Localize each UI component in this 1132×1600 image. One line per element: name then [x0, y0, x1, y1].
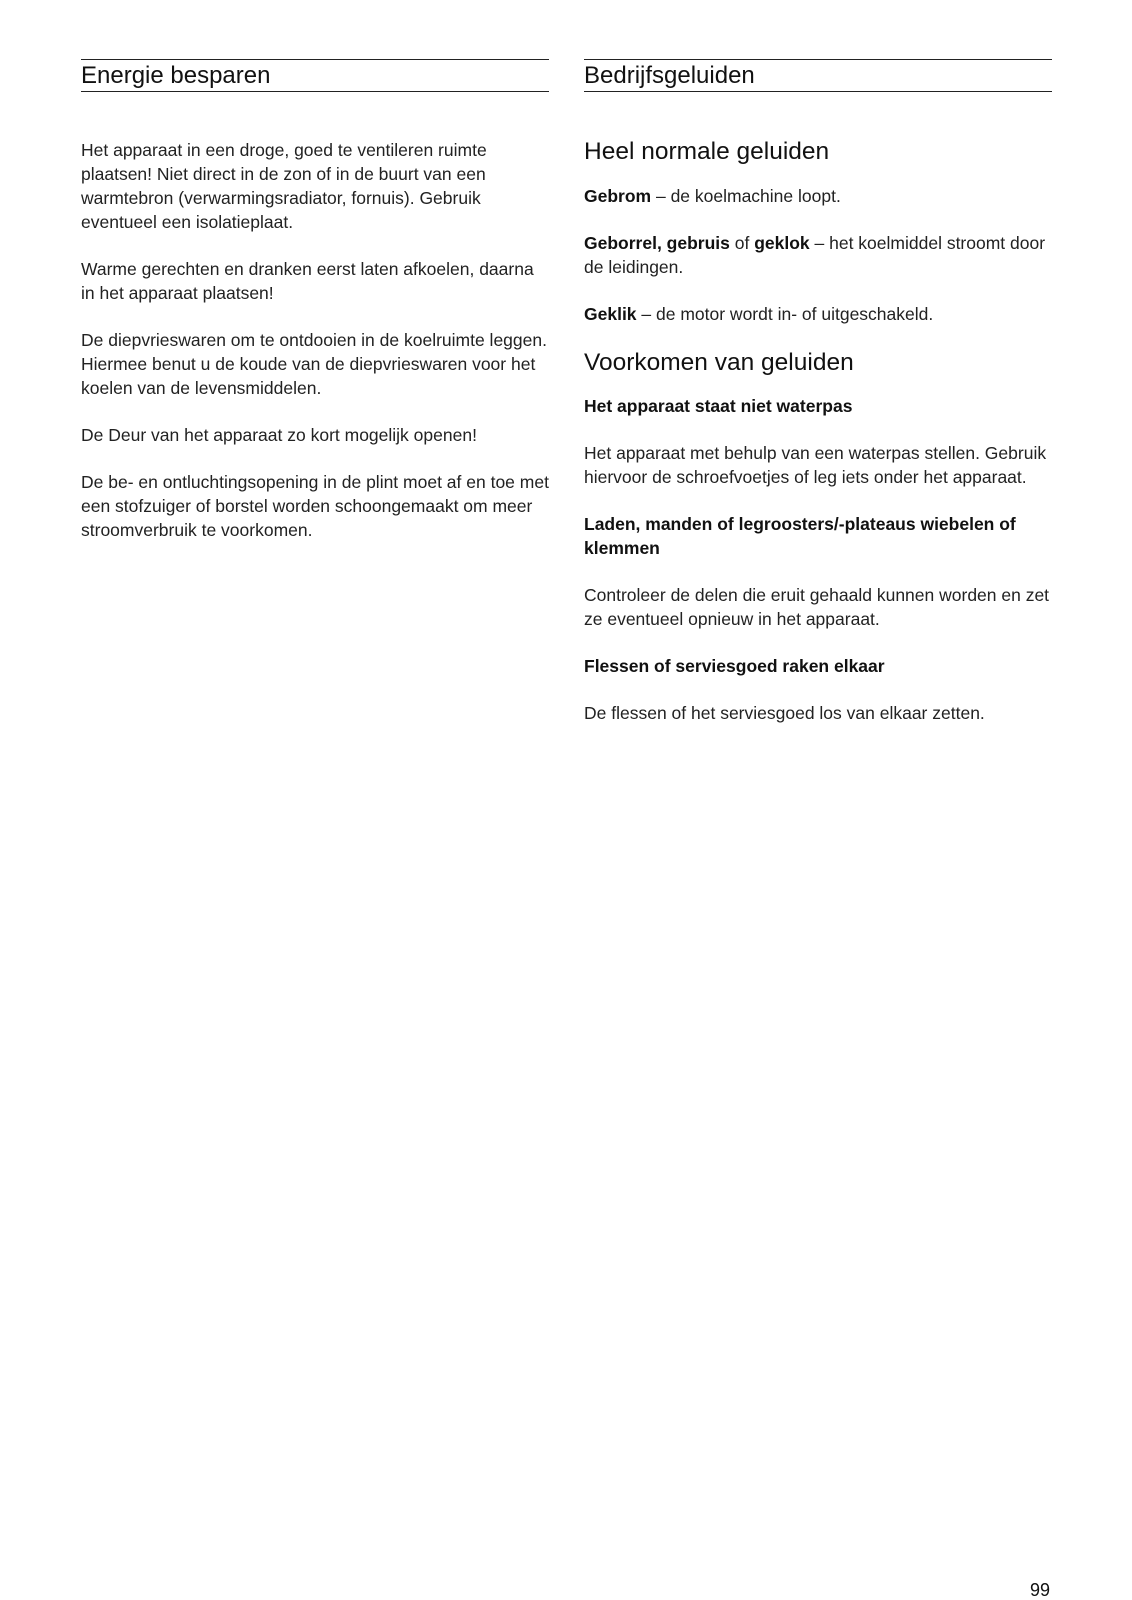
sound-keyword: Geborrel, gebruis — [584, 233, 730, 253]
energy-saving-body — [81, 138, 549, 542]
sound-keyword: geklok — [754, 233, 810, 253]
problem-solution: Controleer de delen die eruit gehaald kunnen worden en zet ze eventueel opnieuw in het apparaat. — [584, 585, 1050, 629]
prevent-noises-heading: Voorkomen van geluiden — [584, 349, 854, 376]
sound-description: – de koelmachine loopt. — [651, 186, 841, 206]
sound-connector: of — [729, 233, 755, 253]
operating-noises-section — [584, 59, 1052, 748]
problem-heading: Flessen of serviesgoed raken elkaar — [584, 656, 885, 676]
page-number: 99 — [1030, 1580, 1051, 1600]
energy-paragraph: De diepvrieswaren om te ontdooien in de koelruimte leggen. Hiermee benut u de koude van de diepvrieswaren voor het koelen van de levensmiddelen. — [81, 330, 547, 398]
problem-solution: De flessen of het serviesgoed los van elkaar zetten. — [584, 703, 985, 723]
energy-paragraph: Warme gerechten en dranken eerst laten afkoelen, daarna in het apparaat plaatsen! — [81, 259, 534, 303]
sound-description: – het koelmiddel stroomt door de leidingen. — [584, 233, 1046, 277]
sound-keyword: Geklik — [584, 304, 637, 324]
sound-item — [584, 184, 1052, 208]
energy-paragraph: Het apparaat in een droge, goed te ventileren ruimte plaatsen! Niet direct in de zon of in de buurt van een warmtebron (verwarmingsradiator, fornuis). Gebruik eventueel een isolatieplaat. — [81, 140, 487, 232]
sound-item — [584, 302, 1052, 326]
problem-solution: Het apparaat met behulp van een waterpas stellen. Gebruik hiervoor de schroefvoetjes of leg iets onder het apparaat. — [584, 443, 1047, 487]
energy-saving-title: Energie besparen — [81, 59, 549, 92]
energy-paragraph: De be- en ontluchtingsopening in de plint moet af en toe met een stofzuiger of borstel worden schoongemaakt om meer stroomverbruik te voorkomen. — [81, 472, 549, 540]
energy-saving-section — [81, 59, 549, 565]
problem-heading: Het apparaat staat niet waterpas — [584, 396, 853, 416]
sound-description: – de motor wordt in- of uitgeschakeld. — [636, 304, 934, 324]
problem-heading: Laden, manden of legroosters/-plateaus wiebelen of klemmen — [584, 514, 1016, 558]
energy-paragraph: De Deur van het apparaat zo kort mogelijk openen! — [81, 425, 477, 445]
normal-noises-heading: Heel normale geluiden — [584, 138, 830, 165]
operating-noises-title: Bedrijfsgeluiden — [584, 59, 1052, 92]
sound-keyword: Gebrom — [584, 186, 652, 206]
sound-item — [584, 231, 1052, 279]
